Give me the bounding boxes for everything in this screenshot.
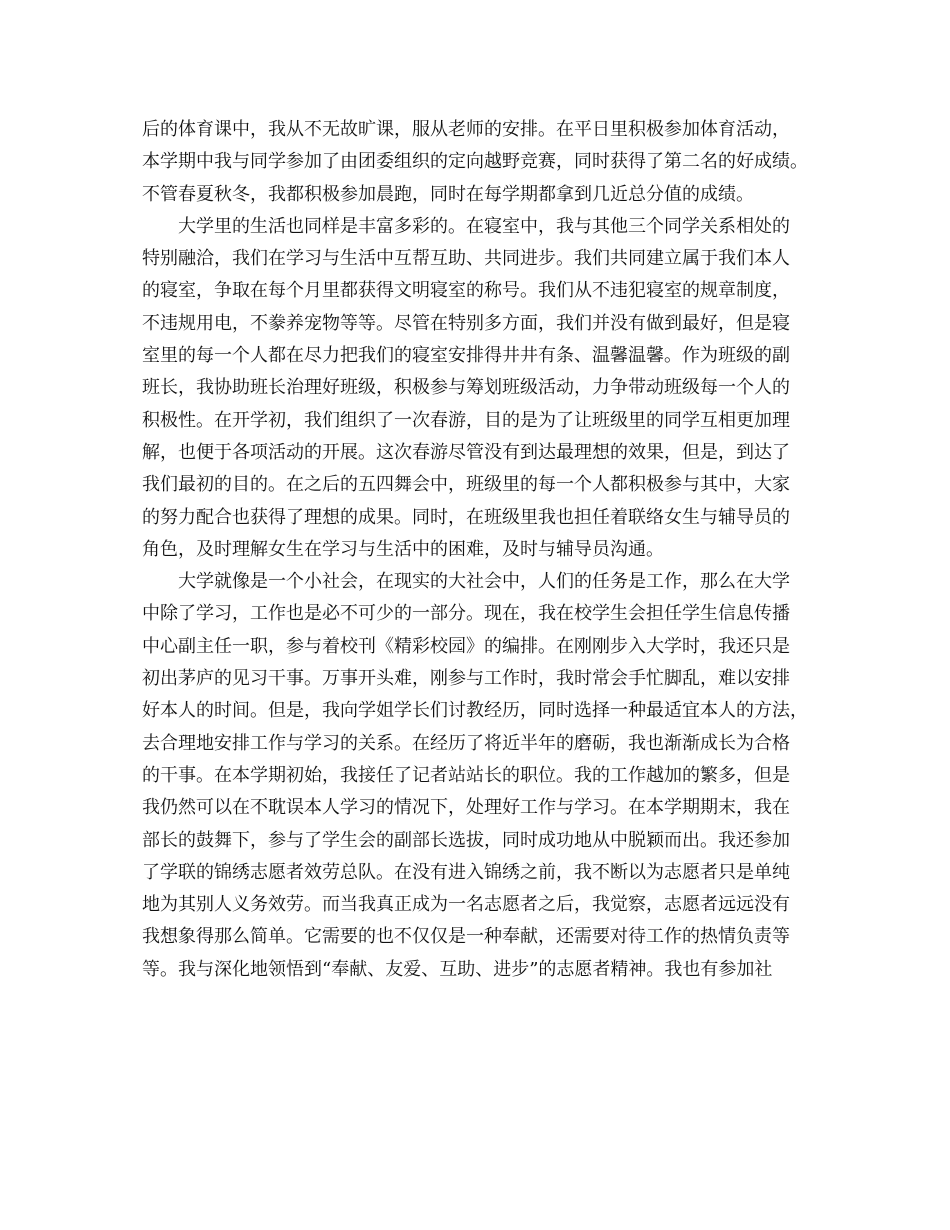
text-line: 地为其别人义务效劳。而当我真正成为一名志愿者之后，我觉察，志愿者远远没有 <box>142 894 790 916</box>
text-line: 特别融洽，我们在学习与生活中互帮互助、共同进步。我们共同建立属于我们本人 <box>142 248 790 270</box>
text-line: 我想象得那么简单。它需要的也不仅仅是一种奉献，还需要对待工作的热情负责等 <box>142 926 790 948</box>
text-line: 的寝室，争取在每个月里都获得文明寝室的称号。我们从不违犯寝室的规章制度， <box>142 280 790 302</box>
text-line: 积极性。在开学初，我们组织了一次春游，目的是为了让班级里的同学互相更加理 <box>142 409 790 431</box>
text-line: 解，也便于各项活动的开展。这次春游尽管没有到达最理想的效果，但是，到达了 <box>142 441 790 463</box>
text-line: 本学期中我与同学参加了由团委组织的定向越野竞赛，同时获得了第二名的好成绩。 <box>142 151 808 173</box>
text-line: 等。我与深化地领悟到“奉献、友爱、互助、进步”的志愿者精神。我也有参加社 <box>142 958 773 980</box>
text-line: 去合理地安排工作与学习的关系。在经历了将近半年的磨砺，我也渐渐成长为合格 <box>142 732 790 754</box>
text-line: 部长的鼓舞下，参与了学生会的副部长选拔，同时成功地从中脱颖而出。我还参加 <box>142 829 790 851</box>
text-line: 我仍然可以在不耽误本人学习的情况下，处理好工作与学习。在本学期期末，我在 <box>142 797 790 819</box>
text-line: 初出茅庐的见习干事。万事开头难，刚参与工作时，我时常会手忙脚乱，难以安排 <box>142 668 790 690</box>
text-line: 大学就像是一个小社会，在现实的大社会中，人们的任务是工作，那么在大学 <box>178 571 790 593</box>
text-line: 中除了学习，工作也是必不可少的一部分。现在，我在校学生会担任学生信息传播 <box>142 603 790 625</box>
text-line: 的努力配合也获得了理想的成果。同时，在班级里我也担任着联络女生与辅导员的 <box>142 506 790 528</box>
text-line: 我们最初的目的。在之后的五四舞会中，班级里的每一个人都积极参与其中，大家 <box>142 474 790 496</box>
text-line: 中心副主任一职，参与着校刊《精彩校园》的编排。在刚刚步入大学时，我还只是 <box>142 635 790 657</box>
paragraph <box>142 566 812 986</box>
text-line: 的干事。在本学期初始，我接任了记者站站长的职位。我的工作越加的繁多，但是 <box>142 764 790 786</box>
text-line: 了学联的锦绣志愿者效劳总队。在没有进入锦绣之前，我不断以为志愿者只是单纯 <box>142 861 790 883</box>
text-line: 角色，及时理解女生在学习与生活中的困难，及时与辅导员沟通。 <box>142 538 664 560</box>
text-line: 后的体育课中，我从不无故旷课，服从老师的安排。在平日里积极参加体育活动， <box>142 119 790 140</box>
document-body <box>142 114 812 986</box>
paragraph <box>142 211 812 566</box>
text-line: 室里的每一个人都在尽力把我们的寝室安排得井井有条、温馨温馨。作为班级的副 <box>142 345 790 367</box>
paragraph <box>142 114 812 211</box>
text-line: 大学里的生活也同样是丰富多彩的。在寝室中，我与其他三个同学关系相处的 <box>178 215 790 237</box>
text-line: 好本人的时间。但是，我向学姐学长们讨教经历，同时选择一种最适宜本人的方法， <box>142 700 808 722</box>
text-line: 不违规用电，不豢养宠物等等。尽管在特别多方面，我们并没有做到最好，但是寝 <box>142 312 790 334</box>
text-line: 班长，我协助班长治理好班级，积极参与筹划班级活动，力争带动班级每一个人的 <box>142 377 790 399</box>
text-line: 不管春夏秋冬，我都积极参加晨跑，同时在每学期都拿到几近总分值的成绩。 <box>142 183 754 205</box>
